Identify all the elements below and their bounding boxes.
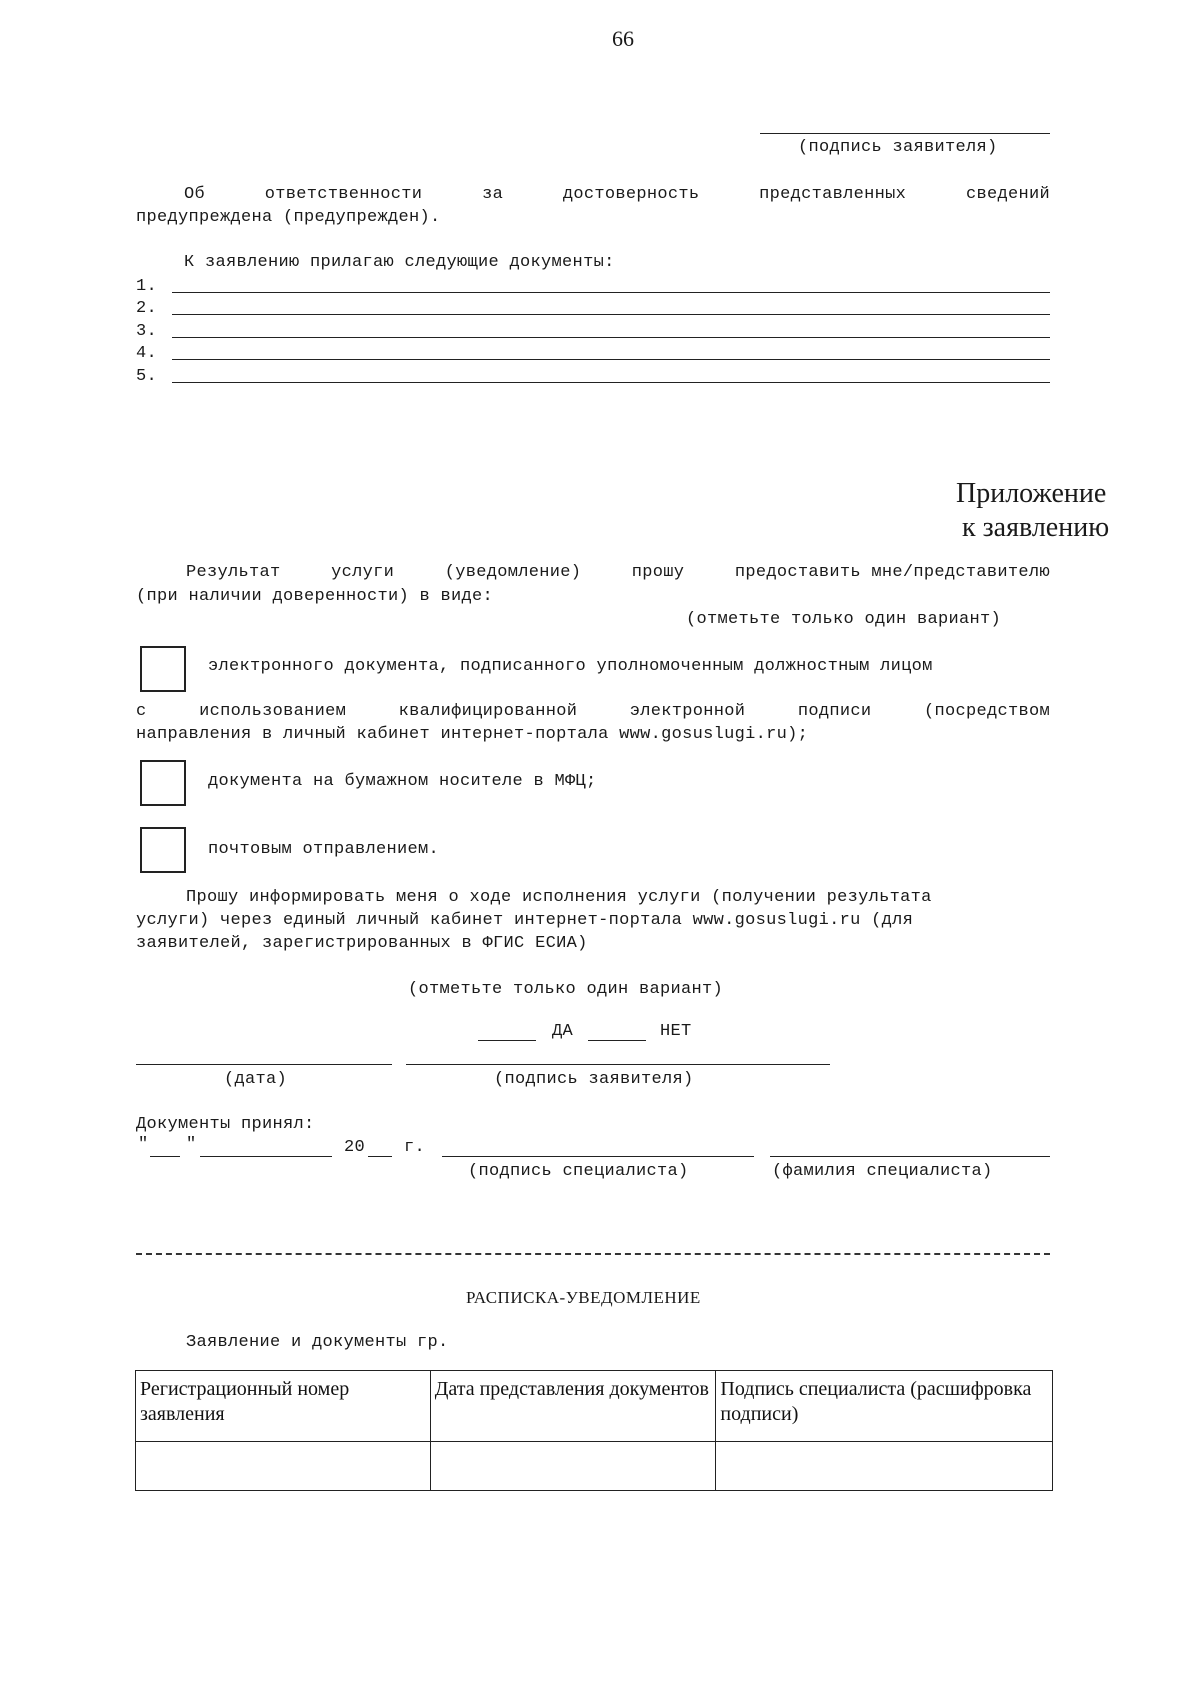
electronic-document-cont-line2: направления в личный кабинет интернет-портала www.gosuslugi.ru); — [136, 725, 809, 744]
specialist-name-line[interactable] — [770, 1156, 1050, 1157]
year-line[interactable] — [368, 1156, 392, 1157]
paper-document-label: документа на бумажном носителе в МФЦ; — [208, 772, 597, 791]
word: прошу — [631, 563, 685, 582]
word: Результат — [186, 563, 281, 582]
no-label: НЕТ — [660, 1022, 692, 1041]
result-choice-hint: (отметьте только один вариант) — [686, 610, 1002, 629]
word: с — [136, 702, 147, 721]
table-header-cell: Подпись специалиста (расшифровка подписи) — [716, 1371, 1053, 1442]
word: (посредством — [923, 702, 1050, 721]
attachment-number: 4. — [136, 344, 158, 363]
applicant-signature-line[interactable] — [760, 133, 1050, 134]
responsibility-statement-line2: предупреждена (предупрежден). — [136, 208, 441, 227]
result-request-line1 — [186, 563, 1050, 582]
appendix-title: Приложение — [956, 478, 1107, 509]
specialist-signature-line[interactable] — [442, 1156, 754, 1157]
submission-date-cell[interactable] — [430, 1442, 716, 1491]
appendix-subtitle: к заявлению — [962, 512, 1110, 543]
specialist-signature-caption: (подпись специалиста) — [468, 1162, 689, 1181]
table-header-cell: Регистрационный номер заявления — [136, 1371, 431, 1442]
quote-open: " — [138, 1135, 149, 1154]
responsibility-statement-line1 — [184, 185, 1050, 204]
word: сведений — [965, 185, 1050, 204]
mail-checkbox[interactable] — [140, 827, 186, 873]
applicant-signature-caption-bottom: (подпись заявителя) — [494, 1070, 694, 1089]
electronic-document-checkbox[interactable] — [140, 646, 186, 692]
inform-choice-hint: (отметьте только один вариант) — [408, 980, 724, 999]
word: ответственности — [264, 185, 423, 204]
word: Об — [184, 185, 206, 204]
applicant-signature-caption: (подпись заявителя) — [798, 138, 998, 157]
word: использованием — [199, 702, 347, 721]
no-mark-line[interactable] — [588, 1040, 646, 1041]
date-line[interactable] — [136, 1064, 392, 1065]
page-number: 66 — [612, 26, 634, 51]
registration-table — [135, 1370, 1053, 1491]
inform-request-line1: Прошу информировать меня о ходе исполнения услуги (получении результата — [186, 888, 932, 907]
month-line[interactable] — [200, 1156, 332, 1157]
word: электронной — [629, 702, 746, 721]
result-request-line2: (при наличии доверенности) в виде: — [136, 587, 494, 606]
specialist-signature-cell[interactable] — [716, 1442, 1053, 1491]
cut-line-divider — [136, 1253, 1050, 1255]
attachment-line-3[interactable] — [172, 337, 1050, 338]
paper-document-checkbox[interactable] — [140, 760, 186, 806]
year-prefix: 20 — [344, 1138, 366, 1157]
applicant-signature-line-bottom[interactable] — [406, 1064, 830, 1065]
yes-mark-line[interactable] — [478, 1040, 536, 1041]
word: (уведомление) — [444, 563, 582, 582]
word: достоверность — [562, 185, 700, 204]
electronic-document-label: электронного документа, подписанного уполномоченным должностным лицом — [208, 657, 933, 676]
word: услуги — [331, 563, 395, 582]
word: представленных — [759, 185, 907, 204]
attachment-number: 2. — [136, 299, 158, 318]
attachments-intro: К заявлению прилагаю следующие документы: — [184, 253, 615, 272]
word: квалифицированной — [398, 702, 578, 721]
word: за — [482, 185, 504, 204]
receipt-title: РАСПИСКА-УВЕДОМЛЕНИЕ — [466, 1288, 701, 1307]
attachment-number: 3. — [136, 322, 158, 341]
day-line[interactable] — [150, 1156, 180, 1157]
attachment-number: 1. — [136, 277, 158, 296]
word: подписи — [797, 702, 872, 721]
electronic-document-cont-line1 — [136, 702, 1050, 721]
attachment-line-1[interactable] — [172, 292, 1050, 293]
date-caption: (дата) — [224, 1070, 288, 1089]
documents-accepted-label: Документы принял: — [136, 1115, 315, 1134]
yes-label: ДА — [552, 1022, 574, 1041]
word: предоставить мне/представителю — [734, 563, 1050, 582]
attachment-line-5[interactable] — [172, 382, 1050, 383]
mail-label: почтовым отправлением. — [208, 840, 440, 859]
table-row — [136, 1442, 1053, 1491]
year-suffix: г. — [404, 1138, 426, 1157]
inform-request-line2: услуги) через единый личный кабинет интернет-портала www.gosuslugi.ru (для — [136, 911, 914, 930]
inform-request-line3: заявителей, зарегистрированных в ФГИС ЕСИА) — [136, 934, 588, 953]
table-header-cell: Дата представления документов — [430, 1371, 716, 1442]
attachment-line-2[interactable] — [172, 314, 1050, 315]
attachment-number: 5. — [136, 367, 158, 386]
specialist-name-caption: (фамилия специалиста) — [772, 1162, 993, 1181]
registration-number-cell[interactable] — [136, 1442, 431, 1491]
attachment-line-4[interactable] — [172, 359, 1050, 360]
quote-close: " — [186, 1135, 197, 1154]
receipt-statement: Заявление и документы гр. — [186, 1333, 449, 1352]
table-header-row — [136, 1371, 1053, 1442]
